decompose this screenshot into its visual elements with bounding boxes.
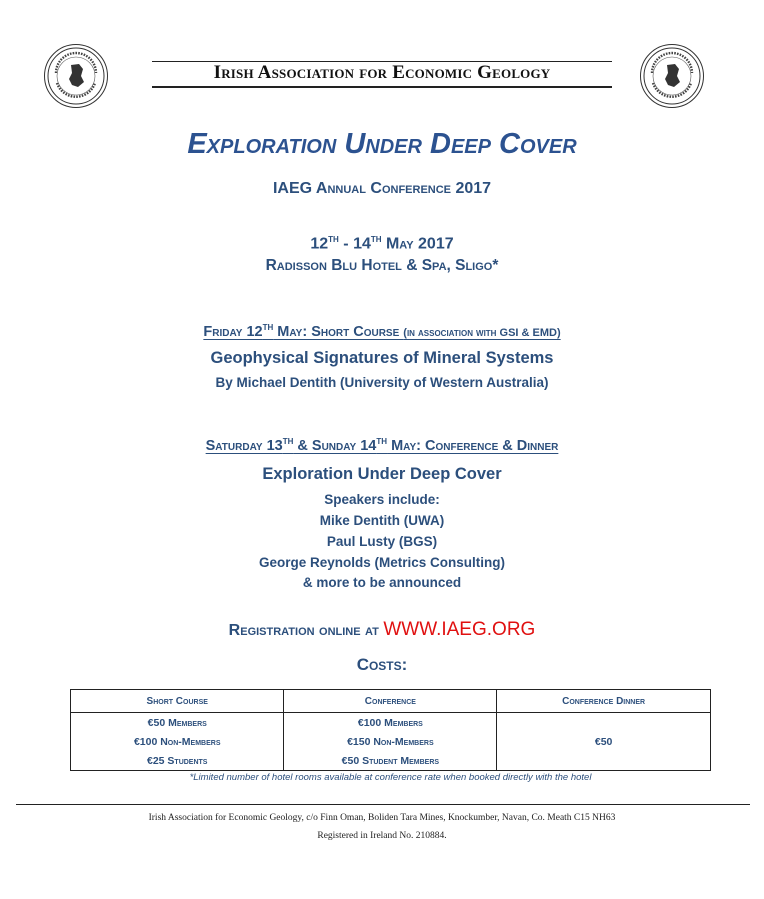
speaker-line: Speakers include: — [324, 492, 440, 507]
column-header: Conference Dinner — [497, 690, 711, 713]
hotel-note: *Limited number of hotel rooms available at conference rate when booked directly with the hotel — [189, 772, 592, 783]
iaeg-logo-right — [640, 44, 704, 108]
column-header: Conference — [284, 690, 497, 713]
conference-venue: Radisson Blu Hotel & Spa, Sligo* — [265, 257, 499, 274]
conference-heading: Saturday 13th & Sunday 14th May: Conference & Dinner — [205, 435, 559, 454]
table-cell: €100 Non-Members — [71, 732, 284, 751]
short-course-byline: By Michael Dentith (University of Western Australia) — [215, 375, 549, 390]
table-cell: €50 Members — [71, 713, 284, 733]
iaeg-seal-icon — [641, 45, 703, 107]
table-cell: €150 Non-Members — [284, 732, 497, 751]
speaker-line: Mike Dentith (UWA) — [319, 513, 445, 528]
iaeg-logo-left — [44, 44, 108, 108]
footer-address: Irish Association for Economic Geology, c/o Finn Oman, Boliden Tara Mines, Knockumber, Navan, Co. Meath C15 NH63 — [148, 813, 616, 823]
conference-dates: 12th - 14th May 2017 — [310, 233, 454, 253]
conference-name: IAEG Annual Conference 2017 — [272, 180, 492, 197]
table-cell: €50 Student Members — [284, 751, 497, 771]
iaeg-seal-icon — [45, 45, 107, 107]
footer-registration: Registered in Ireland No. 210884. — [317, 831, 447, 841]
table-cell: €25 Students — [71, 751, 284, 771]
conference-title: Exploration Under Deep Cover — [262, 465, 502, 483]
registration-link[interactable]: WWW.IAEG.ORG — [383, 619, 536, 640]
costs-table — [70, 689, 711, 771]
page-title: Exploration Under Deep Cover — [187, 128, 577, 160]
footer-rule — [16, 804, 750, 805]
costs-heading: Costs: — [356, 655, 408, 674]
table-cell: €100 Members — [284, 713, 497, 733]
column-header: Short Course — [71, 690, 284, 713]
speaker-line: George Reynolds (Metrics Consulting) — [258, 555, 506, 570]
organization-name: Irish Association for Economic Geology — [213, 62, 551, 83]
short-course-title: Geophysical Signatures of Mineral Systems — [210, 349, 554, 367]
table-header-row — [71, 690, 711, 713]
dinner-price: €50 — [497, 713, 711, 771]
short-course-heading: Friday 12th May: Short Course (in association with GSI & EMD) — [203, 321, 561, 340]
speaker-line: & more to be announced — [302, 575, 462, 590]
speaker-line: Paul Lusty (BGS) — [326, 534, 438, 549]
table-row — [71, 713, 711, 733]
registration-line: Registration online at WWW.IAEG.ORG — [228, 619, 536, 640]
